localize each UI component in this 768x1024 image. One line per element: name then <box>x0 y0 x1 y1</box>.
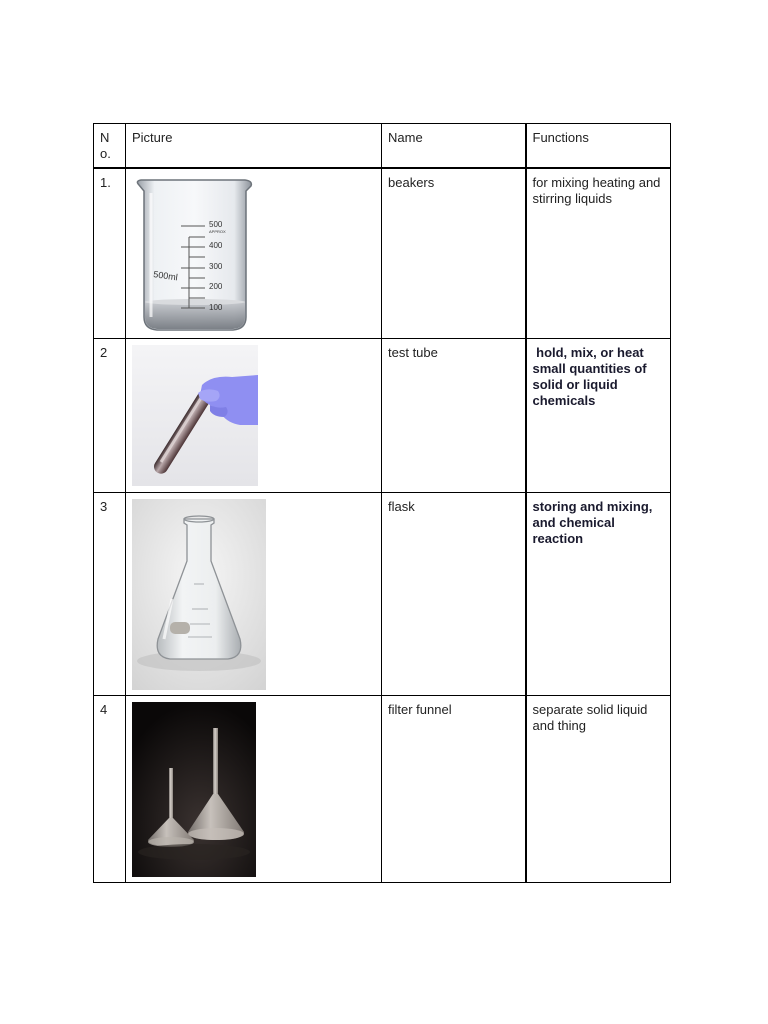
equipment-function: for mixing heating and stirring liquids <box>526 168 671 339</box>
picture-cell <box>126 168 382 339</box>
equipment-function: storing and mixing, and chemical reaction <box>526 493 671 696</box>
beaker-mark-200: 200 <box>209 282 223 291</box>
picture-cell <box>126 696 382 883</box>
table-header-row <box>94 124 671 169</box>
beaker-mark-unit: APPROX <box>209 229 226 234</box>
erlenmeyer-flask-image <box>132 499 266 690</box>
beaker-500ml-image <box>133 177 257 333</box>
row-number: 1. <box>94 168 126 339</box>
picture-cell <box>126 493 382 696</box>
equipment-name: filter funnel <box>382 696 526 883</box>
beaker-mark-100: 100 <box>209 303 223 312</box>
header-name: Name <box>382 124 526 169</box>
header-no: No. <box>94 124 126 169</box>
picture-cell <box>126 339 382 493</box>
equipment-function: separate solid liquid and thing <box>526 696 671 883</box>
row-number: 3 <box>94 493 126 696</box>
table-row <box>94 696 671 883</box>
equipment-name: beakers <box>382 168 526 339</box>
header-functions: Functions <box>526 124 671 169</box>
row-number: 4 <box>94 696 126 883</box>
test-tube-gloved-hand-image <box>132 345 258 486</box>
equipment-name: flask <box>382 493 526 696</box>
table-row <box>94 493 671 696</box>
beaker-mark-300: 300 <box>209 262 223 271</box>
row-number: 2 <box>94 339 126 493</box>
filter-funnels-image <box>132 702 256 877</box>
equipment-name: test tube <box>382 339 526 493</box>
header-picture: Picture <box>126 124 382 169</box>
beaker-mark-500: 500 <box>209 220 223 229</box>
beaker-mark-400: 400 <box>209 241 223 250</box>
equipment-function: hold, mix, or heat small quantities of solid or liquid chemicals <box>526 339 671 493</box>
table-row <box>94 168 671 339</box>
beaker-volume-label: 500ml <box>152 269 179 283</box>
lab-equipment-table <box>93 123 671 883</box>
table-row <box>94 339 671 493</box>
